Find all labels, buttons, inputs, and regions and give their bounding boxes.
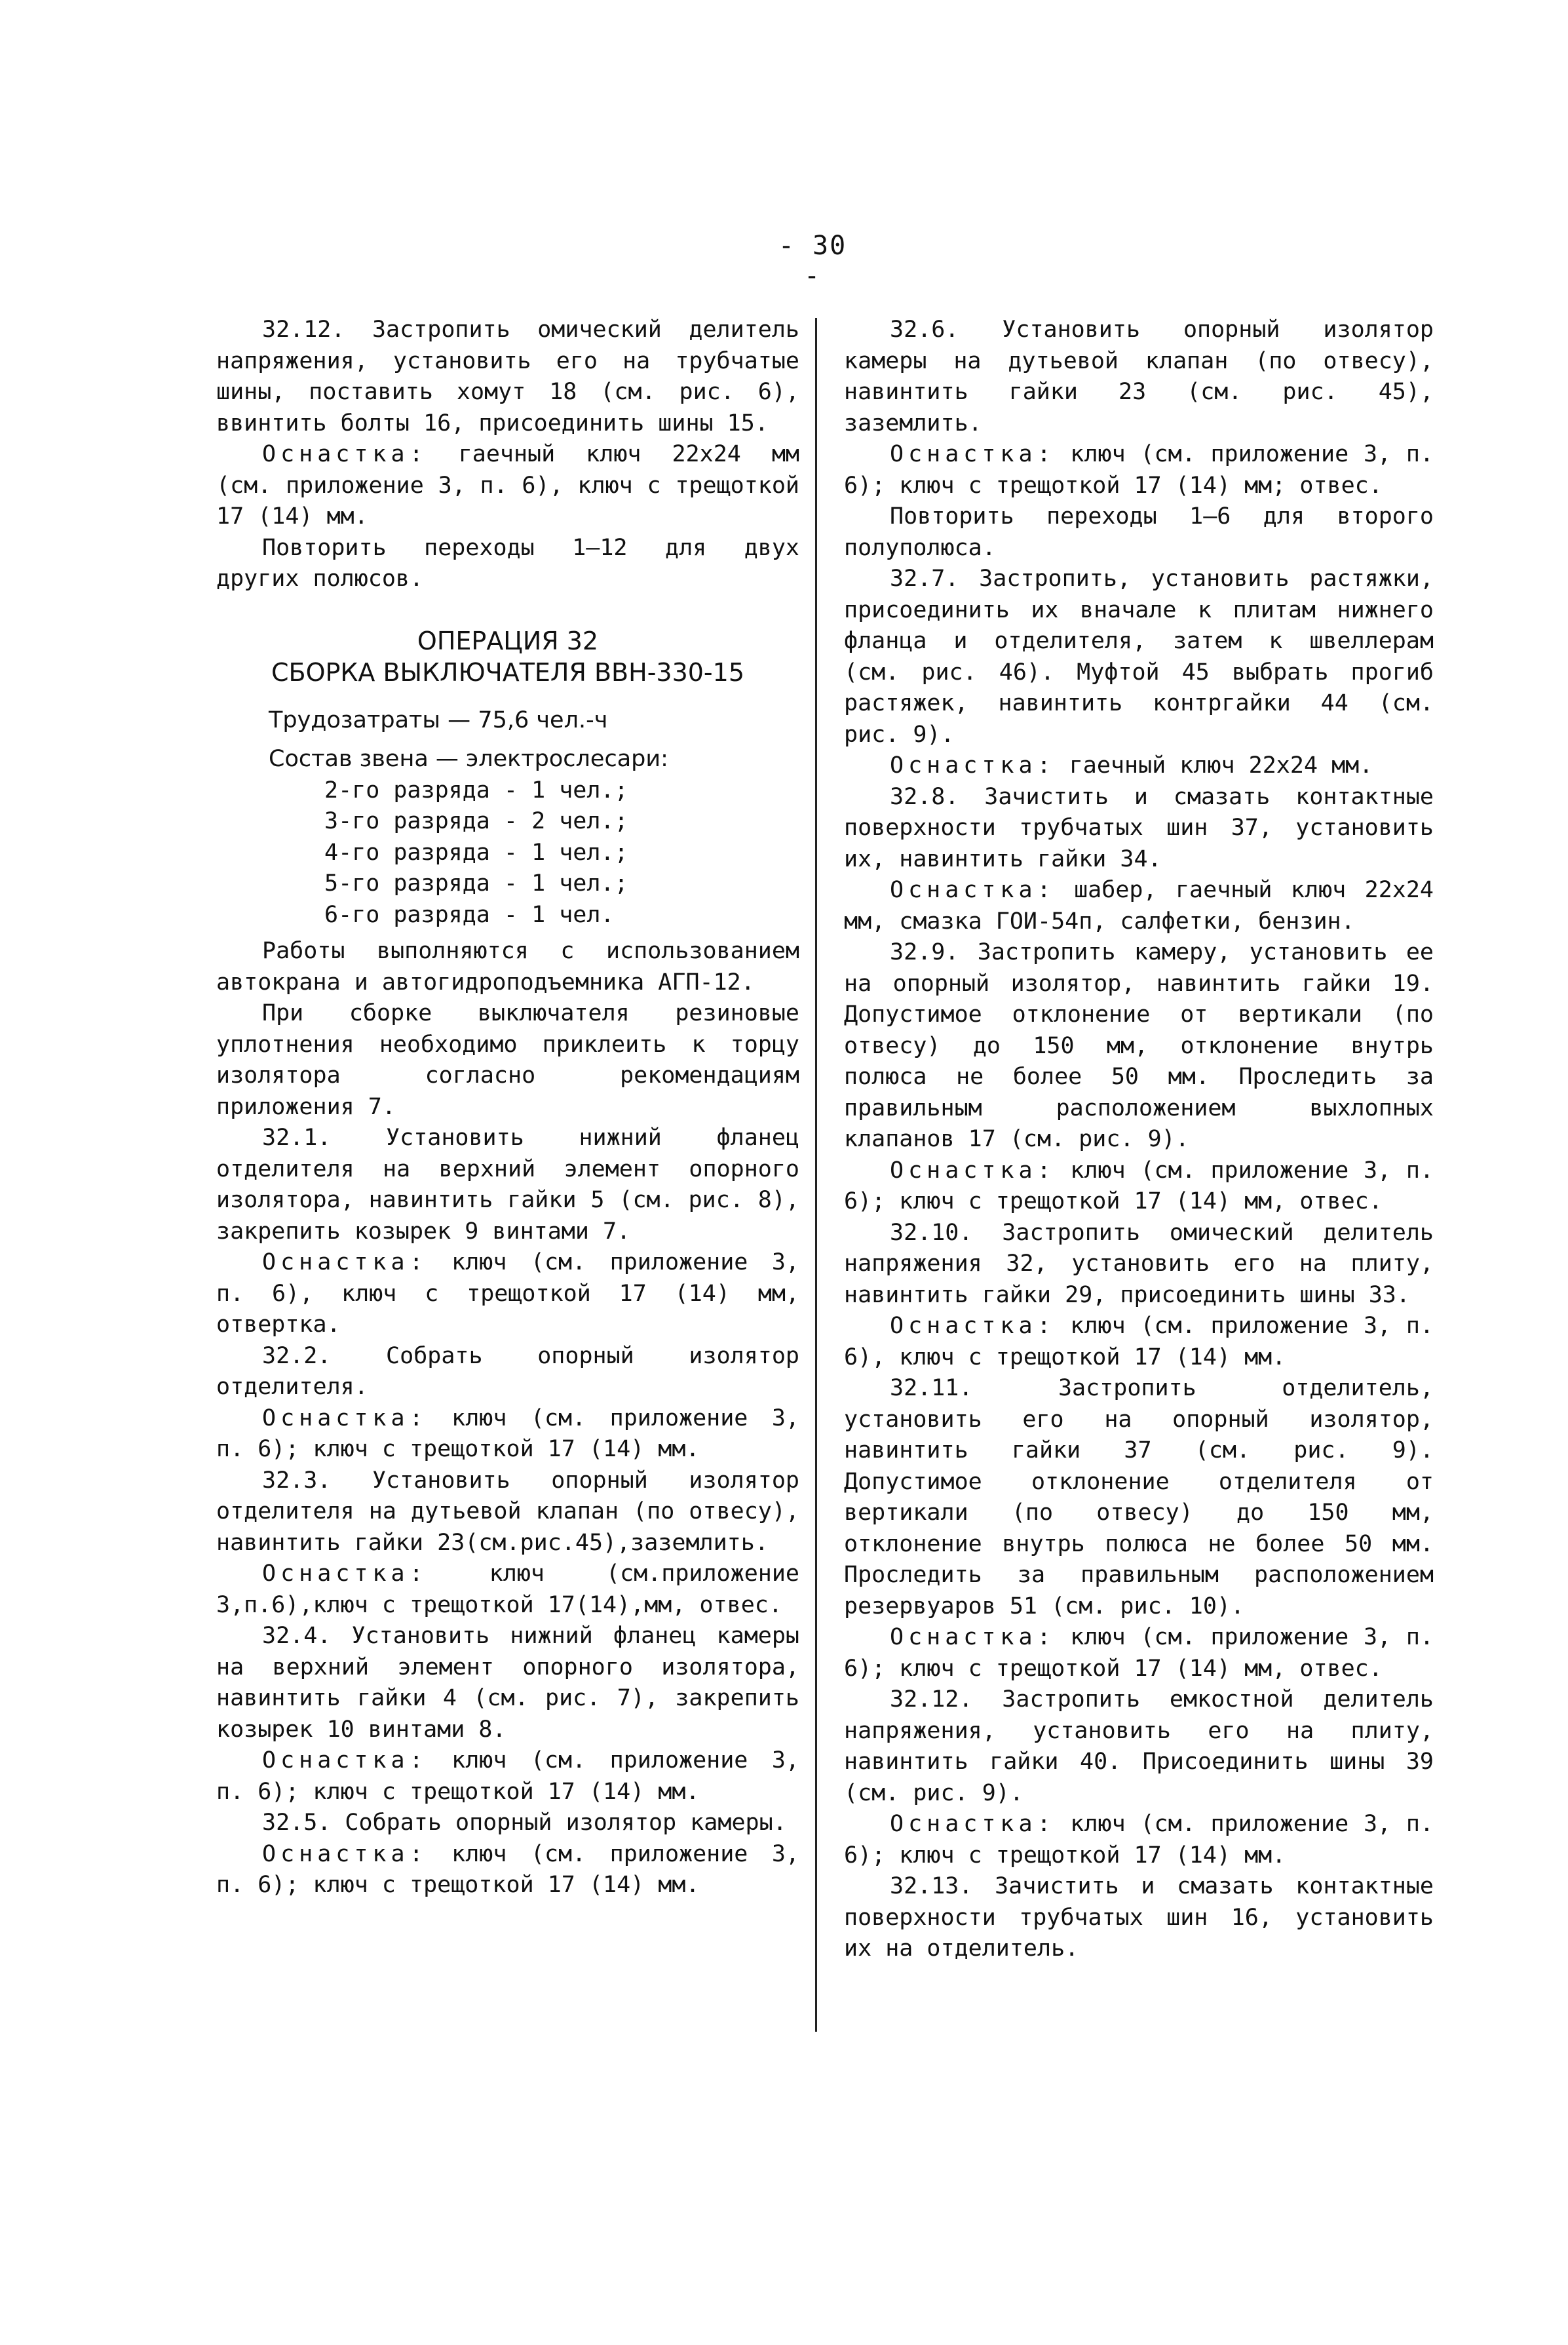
crew-list: [216, 775, 799, 931]
operation-number: ОПЕРАЦИЯ 32: [417, 626, 599, 655]
crew-item: 2-го разряда - 1 чел.;: [324, 777, 628, 804]
tooling-text: ключ (см.приложение 3,п.6),ключ с трещоткой 17(14),мм, отвес.: [216, 1560, 799, 1618]
seal-note: При сборке выключателя резиновые уплотнения необходимо приклеить к торцу изолятора согласно рекомендациям приложения 7.: [216, 1000, 799, 1120]
operation-title: СБОРКА ВЫКЛЮЧАТЕЛЯ ВВН-330-15: [271, 657, 744, 687]
repeat-note: Повторить переходы 1–12 для двух других полюсов.: [216, 534, 799, 592]
step-32-1: 32.1. Установить нижний фланец отделителя на верхний элемент опорного изолятора, навинтить гайки 5 (см. рис. 8), закрепить козырек 9 винтами 7.: [216, 1125, 799, 1245]
equipment-note: Работы выполняются с использованием автокрана и автогидроподъемника АГП-12.: [216, 938, 799, 996]
tooling-32-11: [844, 1622, 1434, 1684]
tooling-32-9: [844, 1155, 1434, 1218]
tooling-label: Оснастка:: [262, 1747, 428, 1773]
tooling-text: ключ (см. приложение 3, п. 6); ключ с трещоткой 17 (14) мм, отвес.: [844, 1624, 1434, 1682]
tooling-text: ключ (см. приложение 3, п. 6); ключ с трещоткой 17 (14) мм.: [216, 1840, 799, 1898]
step-32-13: 32.13. Зачистить и смазать контактные поверхности трубчатых шин 16, установить их на отделитель.: [844, 1873, 1434, 1962]
tooling-32-3: [216, 1559, 799, 1621]
step-32-2: 32.2. Собрать опорный изолятор отделителя.: [216, 1342, 799, 1400]
repeat-note-half-pole: Повторить переходы 1–6 для второго полуполюса.: [844, 503, 1434, 561]
tooling-label: Оснастка:: [890, 441, 1056, 467]
tooling-text: ключ (см. приложение 3, п. 6); ключ с трещоткой 17 (14) мм.: [844, 1811, 1434, 1869]
left-column: [216, 315, 799, 1901]
tooling-32-10: [844, 1311, 1434, 1373]
tooling-label: Оснастка:: [890, 1624, 1056, 1650]
tooling-32-12-right: [844, 1809, 1434, 1871]
tooling-label: Оснастка:: [262, 1405, 428, 1431]
step-32-6: 32.6. Установить опорный изолятор камеры на дутьевой клапан (по отвесу), навинтить гайки 23 (см. рис. 45), заземлить.: [844, 317, 1434, 436]
step-32-10: 32.10. Застропить омический делитель напряжения 32, установить его на плиту, навинтить гайки 29, присоединить шины 33.: [844, 1219, 1434, 1308]
tooling-label: Оснастка:: [262, 1840, 428, 1867]
step-32-5: 32.5. Собрать опорный изолятор камеры.: [262, 1810, 787, 1836]
tooling-text: шабер, гаечный ключ 22х24 мм, смазка ГОИ-54п, салфетки, бензин.: [844, 877, 1434, 935]
page-number: - 30 -: [778, 231, 847, 291]
tooling-label: Оснастка:: [262, 1249, 428, 1275]
step-32-8: 32.8. Зачистить и смазать контактные поверхности трубчатых шин 37, установить их, навинтить гайки 34.: [844, 783, 1434, 872]
tooling-32-5: [216, 1839, 799, 1901]
step-32-11: 32.11. Застропить отделитель, установить его на опорный изолятор, навинтить гайки 37 (см. рис. 9). Допустимое отклонение отделителя от вертикали (по отвесу) до 150 мм, отклонение внутрь полюса не более 50 мм. Проследить за правильным расположением резервуаров 51 (см. рис. 10).: [844, 1375, 1434, 1619]
tooling-32-1: [216, 1247, 799, 1341]
step-32-12-right: 32.12. Застропить емкостной делитель напряжения, установить его на плиту, навинтить гайки 40. Присоединить шины 39 (см. рис. 9).: [844, 1686, 1434, 1806]
tooling-32-7: [844, 750, 1434, 782]
tooling-text: ключ (см. приложение 3, п. 6), ключ с трещоткой 17 (14) мм, отвертка.: [216, 1249, 799, 1338]
tooling-label: Оснастка:: [262, 441, 428, 467]
tooling-32-12-left: [216, 439, 799, 533]
right-column: [844, 315, 1434, 1965]
tooling-text: ключ (см. приложение 3, п. 6); ключ с трещоткой 17 (14) мм; отвес.: [844, 441, 1434, 499]
tooling-text: ключ (см. приложение 3, п. 6); ключ с трещоткой 17 (14) мм, отвес.: [844, 1157, 1434, 1214]
tooling-label: Оснастка:: [890, 752, 1056, 779]
tooling-text: ключ (см. приложение 3, п. 6); ключ с трещоткой 17 (14) мм.: [216, 1405, 799, 1462]
crew-item: 5-го разряда - 1 чел.;: [324, 870, 628, 897]
tooling-32-8: [844, 875, 1434, 937]
crew-item: 4-го разряда - 1 чел.;: [324, 839, 628, 866]
tooling-label: Оснастка:: [890, 877, 1056, 903]
tooling-text: ключ (см. приложение 3, п. 6), ключ с трещоткой 17 (14) мм.: [844, 1313, 1434, 1370]
tooling-label: Оснастка:: [890, 1811, 1056, 1837]
labor-cost: Трудозатраты — 75,6 чел.-ч: [269, 707, 608, 733]
step-32-7: 32.7. Застропить, установить растяжки, присоединить их вначале к плитам нижнего фланца и отделителя, затем к швеллерам (см. рис. 46). Муфтой 45 выбрать прогиб растяжек, навинтить контргайки 44 (см. рис. 9).: [844, 566, 1434, 748]
column-divider: [815, 318, 817, 2032]
tooling-32-2: [216, 1403, 799, 1465]
tooling-label: Оснастка:: [262, 1560, 428, 1587]
crew-title: Состав звена — электрослесари:: [269, 746, 668, 772]
step-32-12-left: 32.12. Застропить омический делитель напряжения, установить его на трубчатые шины, поставить хомут 18 (см. рис. 6), ввинтить болты 16, присоединить шины 15.: [216, 317, 799, 436]
step-32-3: 32.3. Установить опорный изолятор отделителя на дутьевой клапан (по отвесу), навинтить гайки 23(см.рис.45),заземлить.: [216, 1467, 799, 1556]
tooling-32-4: [216, 1745, 799, 1808]
crew-item: 6-го разряда - 1 чел.: [324, 901, 615, 928]
tooling-label: Оснастка:: [890, 1313, 1056, 1339]
tooling-text: гаечный ключ 22х24 мм.: [1069, 752, 1373, 779]
step-32-4: 32.4. Установить нижний фланец камеры на верхний элемент опорного изолятора, навинтить гайки 4 (см. рис. 7), закрепить козырек 10 винтами 8.: [216, 1623, 799, 1743]
operation-heading: [216, 625, 799, 688]
step-32-9: 32.9. Застропить камеру, установить ее на опорный изолятор, навинтить гайки 19. Допустимое отклонение от вертикали (по отвесу) до 150 мм, отклонение внутрь полюса не более 50 мм. Проследить за правильным расположением выхлопных клапанов 17 (см. рис. 9).: [844, 939, 1434, 1152]
crew-item: 3-го разряда - 2 чел.;: [324, 808, 628, 834]
tooling-label: Оснастка:: [890, 1157, 1056, 1184]
tooling-32-6: [844, 439, 1434, 501]
tooling-text: ключ (см. приложение 3, п. 6); ключ с трещоткой 17 (14) мм.: [216, 1747, 799, 1805]
tooling-text: гаечный ключ 22х24 мм (см. приложение 3, п. 6), ключ с трещоткой 17 (14) мм.: [216, 441, 799, 530]
